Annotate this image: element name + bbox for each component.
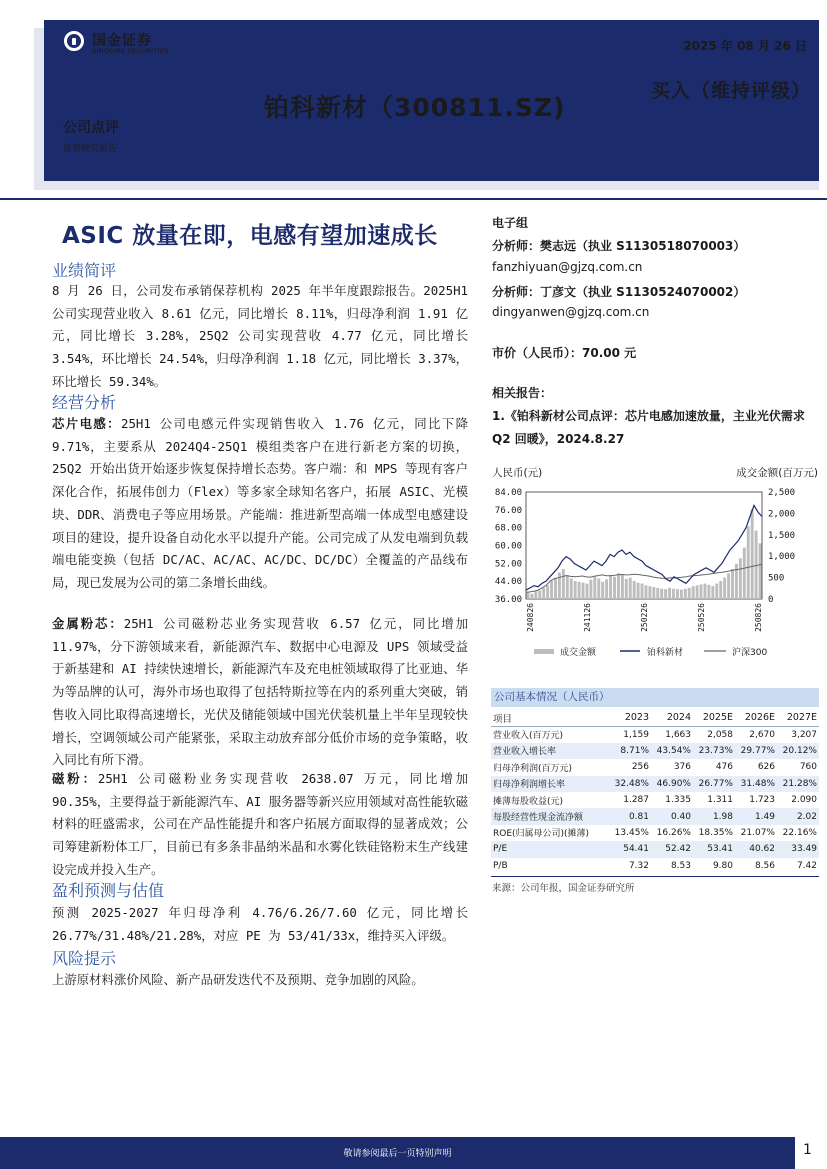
table-cell: 1.335 [665, 795, 691, 806]
chart-volume-bar [578, 582, 581, 599]
chart-volume-bar [755, 531, 758, 599]
chart-volume-bar [593, 577, 596, 599]
chart-volume-bar [759, 543, 762, 599]
table-header-cell: 项目 [493, 713, 513, 725]
footer-disclaimer: 敬请参阅最后一页特别声明 [343, 1149, 452, 1159]
table-header-cell: 2023 [624, 712, 649, 724]
report-title: ASIC 放量在即，电感有望加速成长 [62, 223, 438, 249]
chart-volume-bar [629, 578, 632, 599]
chart-volume-bar [582, 583, 585, 599]
chart-volume-bar [676, 589, 679, 599]
table-header-cell: 2026E [744, 712, 775, 724]
chart-y-right-tick: 2,500 [768, 488, 796, 498]
chart-volume-bar [550, 581, 553, 599]
table-cell: 18.35% [698, 827, 733, 838]
chart-x-tick: 250526 [697, 603, 706, 632]
table-row-label: P/E [491, 841, 609, 857]
chart-volume-bar [558, 572, 561, 599]
chart-legend-stock: 铂科新材 [647, 648, 684, 658]
table-cell: 1,159 [609, 726, 651, 742]
table-row [491, 841, 819, 857]
chart-y-left-tick: 60.00 [494, 541, 522, 552]
company-name: 铂科新材（300811.SZ) [264, 93, 566, 122]
logo-name-en: SINOLINK SECURITIES [92, 47, 169, 55]
chart-volume-bar [652, 587, 655, 599]
chart-y-left-tick: 68.00 [494, 523, 522, 534]
chart-volume-bar [645, 585, 648, 599]
chart-x-tick: 240826 [526, 603, 535, 632]
chart-volume-bar [684, 589, 687, 599]
table-cell: 21.28% [777, 776, 819, 792]
table-row [491, 858, 819, 874]
chart-volume-bar [530, 594, 533, 599]
table-row [491, 726, 819, 742]
table-cell: 1.723 [749, 795, 775, 806]
chart-volume-bar [664, 589, 667, 599]
chart-volume-bar [727, 573, 730, 599]
magnetic-powder-text: 25H1 公司磁粉业务实现营收 2638.07 万元，同比增加 90.35%，主要得益于新能源汽车、AI 服务器等新兴应用领域对高性能软磁材料的旺盛需求，公司在产品性能提升和客户拓展方面取得的显著成效；公司筹建新粉体工厂，目前已有多条非晶纳米晶和水雾化铁硅铬粉末生产线建设完成并投入生产。 [52, 771, 469, 877]
table-row-label: 归母净利润(百万元) [493, 763, 573, 774]
chart-x-tick: 250826 [754, 603, 763, 632]
chart-volume-bar [739, 558, 742, 599]
table-cell: 2.090 [791, 795, 817, 806]
chart-volume-bar [719, 581, 722, 599]
table-title: 公司基本情况（人民币） [491, 688, 819, 707]
table-cell: 1,663 [651, 726, 693, 742]
table-cell: 0.40 [651, 808, 693, 824]
operations-chip-inductor [52, 413, 468, 595]
chart-volume-bar [554, 578, 557, 599]
chart-volume-bar [637, 583, 640, 599]
chart-volume-bar [704, 584, 707, 599]
chart-volume-bar [668, 588, 671, 599]
table-cell: 26.77% [693, 776, 735, 792]
chart-volume-bar [672, 589, 675, 599]
table-row-label: 营业收入(百万元) [491, 726, 609, 742]
chart-volume-bar [707, 585, 710, 599]
chart-volume-bar [688, 588, 691, 599]
chart-volume-bar [613, 577, 616, 599]
metal-powder-core-head: 金属粉芯： [52, 616, 124, 631]
table-cell: 2,670 [735, 726, 777, 742]
table-cell: 23.73% [693, 743, 735, 759]
table-header-row [491, 710, 819, 726]
table-cell: 8.56 [754, 860, 775, 871]
chart-volume-bar [680, 590, 683, 599]
table-source: 来源：公司年报，国金证券研究所 [492, 883, 635, 894]
chart-y-left-tick: 52.00 [494, 559, 522, 570]
table-cell: 1.287 [623, 795, 649, 806]
chart-y-left-tick: 44.00 [494, 577, 522, 588]
table-cell: 29.77% [735, 743, 777, 759]
table-cell: 32.48% [609, 776, 651, 792]
chart-volume-bar [625, 579, 628, 599]
table-cell: 476 [715, 762, 733, 773]
section-title-performance: 业绩简评 [52, 261, 117, 280]
analyst-1: 分析师：樊志远（执业 S1130518070003） [492, 239, 746, 253]
rating: 买入（维持评级） [650, 80, 811, 102]
chart-volume-bar [542, 588, 545, 599]
section-title-operations: 经营分析 [52, 393, 117, 412]
section-title-risk: 风险提示 [52, 949, 117, 968]
section-title-forecast: 盈利预测与估值 [52, 881, 165, 900]
chart-volume-bar [546, 585, 549, 599]
table-row-label: 归母净利润增长率 [491, 776, 609, 792]
chart-volume-bar [743, 548, 746, 599]
chart-volume-bar [562, 569, 565, 599]
table-row [491, 759, 819, 775]
chart-volume-bar [641, 584, 644, 599]
table-row [491, 743, 819, 759]
table-cell: 20.12% [777, 743, 819, 759]
chart-y-right-tick: 1,500 [768, 530, 796, 541]
analyst-2-email: dingyanwen@gjzq.com.cn [492, 305, 650, 319]
table-cell: 46.90% [651, 776, 693, 792]
chip-inductor-head: 芯片电感： [52, 416, 121, 431]
report-subtype: 证券研究报告 [63, 144, 118, 154]
table-row [491, 825, 819, 841]
logo-name-cn: 国金证券 [92, 33, 152, 49]
chart-y-right-tick: 1,000 [768, 552, 796, 563]
table-cell: 8.53 [670, 860, 691, 871]
chart-volume-bar [751, 509, 754, 599]
chart-volume-bar [747, 526, 750, 599]
chart-volume-bar [731, 569, 734, 599]
financial-table [491, 710, 819, 874]
chart-y-left-tick: 36.00 [494, 595, 522, 605]
chart-legend-swatch-volume [534, 649, 554, 654]
table-cell: 760 [799, 762, 817, 773]
chart-ylabel-right: 成交金额(百万元) [736, 467, 818, 479]
operations-metal-powder-core [52, 613, 468, 772]
chart-volume-bar [605, 579, 608, 599]
table-cell: 52.42 [651, 841, 693, 857]
chart-y-right-tick: 500 [768, 573, 785, 584]
chart-volume-bar [621, 574, 624, 599]
operations-magnetic-powder [52, 768, 468, 882]
table-cell: 7.42 [796, 860, 817, 871]
chart-volume-bar [574, 581, 577, 599]
table-cell: 53.41 [693, 841, 735, 857]
table-cell: 43.54% [651, 743, 693, 759]
chart-volume-bar [527, 593, 530, 599]
table-cell: 54.41 [609, 841, 651, 857]
chart-line-stock [526, 505, 762, 590]
analyst-group: 电子组 [492, 216, 529, 230]
chart-volume-bar [696, 585, 699, 599]
chart-volume-bar [601, 582, 604, 599]
table-cell: 1.311 [707, 795, 733, 806]
stock-chart-svg [490, 463, 820, 665]
chart-volume-bar [566, 575, 569, 599]
table-cell: 3,207 [777, 726, 819, 742]
market-price: 市价（人民币）：70.00 元 [492, 346, 637, 360]
chart-x-tick: 241126 [583, 603, 592, 632]
chart-volume-bar [648, 586, 651, 599]
chart-ylabel-left: 人民币(元) [492, 467, 543, 479]
table-cell: 33.49 [777, 841, 819, 857]
chart-volume-bar [534, 591, 537, 599]
chart-y-right-tick: 0 [768, 595, 774, 605]
table-row-label: 每股经营性现金流净额 [491, 808, 609, 824]
table-row [491, 792, 819, 808]
performance-text: 8 月 26 日，公司发布承销保荐机构 2025 年半年度跟踪报告。2025H1 公司实现营业收入 8.61 亿元，同比增长 8.11%，归母净利润 1.91 亿元，同比增长 3.28%，25Q2 公司实现营收 4.77 亿元，同比增长 3.54%，环比增长 24.54%，归母净利润 1.18 亿元，同比增长 3.37%，环比增长 59.34%。 [52, 283, 468, 389]
chart-volume-bar [597, 578, 600, 599]
table-cell: 31.48% [735, 776, 777, 792]
metal-powder-core-text: 25H1 公司磁粉芯业务实现营收 6.57 亿元，同比增加 11.97%，分下游领域来看，新能源汽车、数据中心电源及 UPS 领域受益于新基建和 AI 持续快速增长，新能源汽车及充电桩领域取得了比亚迪、华为等品牌的认可，海外市场也取得了包括特斯拉等在内的系列重大突破，销售收入同比取得高速增长，光伏及储能领域中国光伏装机量上半年呈现较快增长，空调领域公司产能紧张，采取主动放弃部分低价市场的竞争策略，收入同比有所下滑。 [52, 616, 469, 768]
chart-plot-frame [526, 492, 762, 599]
report-date: 2025 年 08 月 26 日 [683, 39, 807, 53]
forecast-text: 预测 2025-2027 年归母净利 4.76/6.26/7.60 亿元，同比增长 26.77%/31.48%/21.28%，对应 PE 为 53/41/33x，维持买入评级。 [52, 905, 468, 943]
risk-text: 上游原材料涨价风险、新产品研发迭代不及预期、竞争加剧的风险。 [52, 972, 424, 987]
stock-chart [490, 463, 820, 665]
table-row-label: 营业收入增长率 [491, 743, 609, 759]
table-cell: 1.98 [693, 808, 735, 824]
table-cell: 2,058 [693, 726, 735, 742]
table-row-label: ROE(归属母公司)(摊薄) [493, 829, 590, 840]
table-cell: 626 [757, 762, 775, 773]
chart-volume-bar [656, 588, 659, 599]
table-cell: 21.07% [740, 827, 775, 838]
chart-volume-bar [711, 586, 714, 599]
table-row [491, 808, 819, 824]
chart-volume-bar [609, 575, 612, 599]
table-header-cell: 2027E [786, 712, 817, 724]
chart-volume-bar [617, 573, 620, 599]
table-cell: 9.80 [712, 860, 733, 871]
chart-y-right-tick: 2,000 [768, 509, 796, 520]
page-number: 1 [803, 1142, 812, 1158]
chart-y-left-tick: 84.00 [494, 488, 522, 498]
table-row-label: P/B [493, 860, 508, 871]
table-cell: 40.62 [735, 841, 777, 857]
related-reports-title: 相关报告： [492, 386, 553, 400]
magnetic-powder-head: 磁粉： [52, 771, 98, 786]
table-cell: 0.81 [609, 808, 651, 824]
table-bottom-rule [491, 876, 819, 877]
chip-inductor-text: 25H1 公司电感元件实现销售收入 1.76 亿元，同比下降 9.71%，主要系从 2024Q4-25Q1 模组类客户在进行新老方案的切换，25Q2 开始出货开始逐步恢复保持增长态势。客户端：和 MPS 等现有客户深化合作，拓展伟创力（Flex）等多家全球知名客户，拓展 ASIC、光模块、DDR、消费电子等应用场景。产能端：推进新型高端一体成型电感建设项目的建设，提升设备自动化水平以提升产能。公司完成了从发电端到负载端电能变换（包括 DC/AC、AC/AC、AC/DC、DC/DC）全覆盖的产品线布局，现已发展为公司的第二条增长曲线。 [52, 416, 468, 590]
chart-volume-bar [692, 586, 695, 599]
table-cell: 22.16% [782, 827, 817, 838]
chart-volume-bar [570, 578, 573, 599]
table-cell: 376 [673, 762, 691, 773]
chart-volume-bar [715, 584, 718, 599]
table-cell: 8.71% [609, 743, 651, 759]
table-row-label: 摊薄每股收益(元) [493, 796, 564, 807]
chart-legend-volume: 成交金额 [560, 648, 597, 658]
report-type: 公司点评 [63, 120, 119, 136]
table-cell: 1.49 [735, 808, 777, 824]
analyst-2: 分析师：丁彦文（执业 S1130524070002） [492, 285, 746, 299]
table-cell: 256 [631, 762, 649, 773]
sinolink-logo-icon [64, 31, 84, 51]
chart-legend-hs300: 沪深300 [732, 648, 768, 658]
table-header-cell: 2024 [666, 712, 691, 724]
chart-y-left-tick: 76.00 [494, 505, 522, 516]
header-divider [0, 198, 827, 200]
table-cell: 7.32 [628, 860, 649, 871]
related-report-1: 1.《铂科新材公司点评：芯片电感加速放量，主业光伏需求 Q2 回暖》，2024.8.27 [492, 409, 805, 446]
table-row [491, 776, 819, 792]
chart-x-tick: 250226 [640, 603, 649, 632]
table-cell: 16.26% [656, 827, 691, 838]
chart-volume-bar [660, 589, 663, 599]
chart-volume-bar [700, 584, 703, 599]
chart-volume-bar [589, 580, 592, 599]
table-header-cell: 2025E [702, 712, 733, 724]
chart-volume-bar [538, 590, 541, 599]
table-cell: 2.02 [777, 808, 819, 824]
table-cell: 13.45% [614, 827, 649, 838]
chart-volume-bar [723, 578, 726, 599]
analyst-1-email: fanzhiyuan@gjzq.com.cn [492, 260, 643, 274]
chart-volume-bar [633, 581, 636, 599]
chart-volume-bar [586, 584, 589, 599]
chart-line-hs300 [526, 564, 762, 592]
